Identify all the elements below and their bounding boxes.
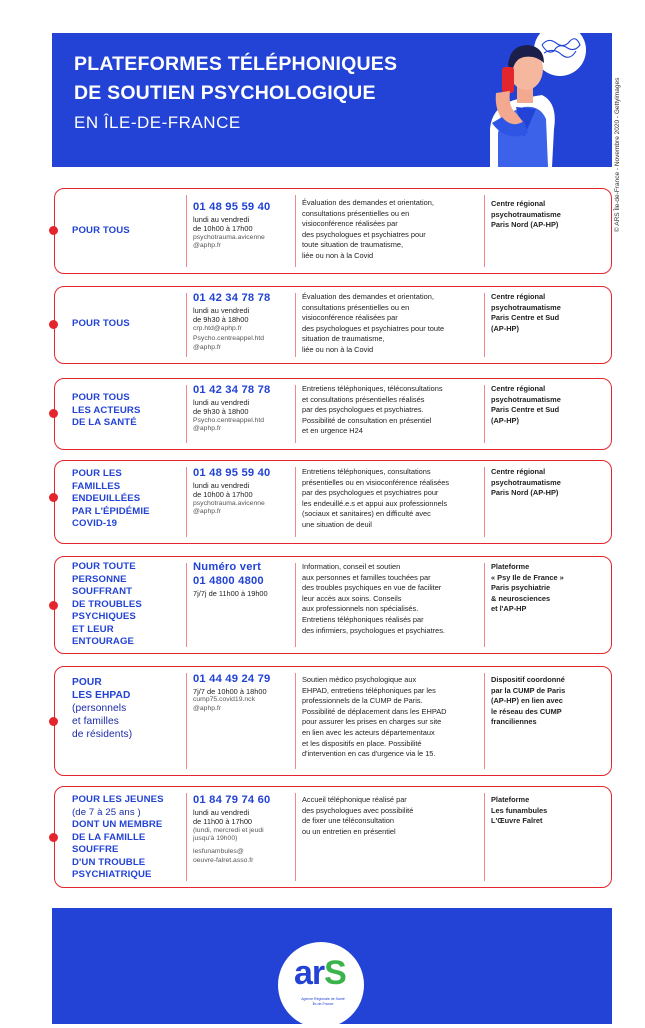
phone-number[interactable]: 01 42 34 78 78 — [193, 292, 271, 304]
contact-info: 01 48 95 59 40 lundi au vendredi de 10h00 à 17h00 psychotrauma.avicenne @aphp.fr — [193, 467, 299, 517]
phone-number[interactable]: 01 84 79 74 60 — [193, 794, 271, 806]
platform-card-3 — [54, 378, 612, 450]
person-on-phone-illustration — [432, 33, 612, 167]
card-bullet — [49, 409, 58, 418]
email-link[interactable]: crp.htd@aphp.fr Psycho.centreappel.htd @aphp.fr — [193, 324, 265, 351]
description: Évaluation des demandes et orientation, consultations présentielles ou en visioconférence réalisées par des psychologues et psychiatres pour toute situation de traumatisme, liée ou non à la Covid — [302, 198, 434, 260]
phone-number[interactable]: 01 44 49 24 79 — [193, 673, 271, 685]
organization: Centre régional psychotraumatisme Paris Centre et Sud (AP-HP) — [491, 292, 561, 333]
phone-number[interactable]: 01 48 95 59 40 — [193, 201, 271, 213]
email-link[interactable]: psychotrauma.avicenne @aphp.fr — [193, 233, 265, 250]
organization: Centre régional psychotraumatisme Paris Nord (AP-HP) — [491, 467, 561, 498]
page-title-line2: DE SOUTIEN PSYCHOLOGIQUE — [74, 82, 376, 104]
email-link[interactable]: psychotrauma.avicenne @aphp.fr — [193, 499, 265, 516]
page-title-line1: PLATEFORMES TÉLÉPHONIQUES — [74, 53, 398, 75]
organization: Plateforme Les funambules L'Œuvre Falret — [491, 795, 548, 826]
description: Évaluation des demandes et orientation, consultations présentielles ou en visioconférence réalisées par des psychologues et psychiatres pour toute situation de traumatisme, liée ou non à la Covid — [302, 292, 445, 354]
audience: POUR TOUS — [72, 318, 130, 329]
audience: POUR LES FAMILLES ENDEUILLÉES PAR L'ÉPIDÉMIE COVID-19 — [72, 468, 150, 529]
contact-info: 01 42 34 78 78 lundi au vendredi de 9h30 à 18h00 crp.htd@aphp.fr Psycho.centreappel.htd @aphp.fr — [193, 292, 299, 353]
audience: POUR LES EHPAD (personnels et familles de résidents) — [72, 677, 133, 740]
description: Soutien médico psychologique aux EHPAD, entretiens téléphoniques par les professionnels de la CUMP de Paris. Possibilité de déplacement dans les EHPAD pour assurer les prises en charges sur site en lien avec les acteurs départementaux et les dispositifs en place. Possibilité d'intervention en cas d'urgence via le 15. — [302, 675, 447, 759]
card-bullet — [49, 833, 58, 842]
platform-card-2 — [54, 286, 612, 364]
card-bullet — [49, 320, 58, 329]
card-bullet — [49, 601, 58, 610]
platform-card-6 — [54, 666, 612, 776]
phone-number[interactable]: 01 48 95 59 40 — [193, 467, 271, 479]
organization: Centre régional psychotraumatisme Paris Centre et Sud (AP-HP) — [491, 384, 561, 425]
platform-card-4 — [54, 460, 612, 544]
platform-card-5 — [54, 556, 612, 654]
description: Information, conseil et soutien aux personnes et familles touchées par des troubles psychiques en vue de faciliter leur accès aux soins. Conseils aux professionnels non spécialisés. Entretiens téléphoniques réalisés par des infirmiers, psychologues et psychiatres. — [302, 562, 445, 635]
organization: Plateforme « Psy Ile de France » Paris psychiatrie & neurosciences et l'AP-HP — [491, 562, 564, 614]
platform-card-7 — [54, 786, 612, 888]
toll-free-label: Numéro vert — [193, 561, 262, 573]
copyright-credit: © ARS Île-de-France - Novembre 2020 - Gettyimages — [614, 77, 621, 232]
audience: POUR LES JEUNES (de 7 à 25 ans ) DONT UN MEMBRE DE LA FAMILLE SOUFFRE D'UN TROUBLE PSYCHIATRIQUE — [72, 794, 164, 880]
phone-number[interactable]: 01 42 34 78 78 — [193, 384, 271, 396]
email-link[interactable]: lesfunambules@ oeuvre-falret.asso.fr — [193, 848, 254, 864]
phone-number[interactable]: 01 4800 4800 — [193, 575, 264, 587]
organization: Centre régional psychotraumatisme Paris Nord (AP-HP) — [491, 199, 561, 230]
contact-info: 01 84 79 74 60 lundi au vendredi de 11h00 à 17h00 (lundi, mercredi et jeudi jusqu'à 19h00) lesfunambules@ oeuvre-falret.asso.fr — [193, 794, 299, 865]
card-bullet — [49, 717, 58, 726]
platform-card-1 — [54, 188, 612, 274]
email-link[interactable]: Psycho.centreappel.htd @aphp.fr — [193, 416, 265, 433]
organization: Dispositif coordonné par la CUMP de Paris (AP-HP) en lien avec le réseau des CUMP franciliennes — [491, 675, 566, 727]
ars-logo: arS Agence Régionale de Santé Île-de-France — [278, 942, 364, 1028]
audience: POUR TOUS LES ACTEURS DE LA SANTÉ — [72, 392, 141, 428]
contact-info: 01 42 34 78 78 lundi au vendredi de 9h30 à 18h00 Psycho.centreappel.htd @aphp.fr — [193, 384, 299, 434]
audience: POUR TOUTE PERSONNE SOUFFRANT DE TROUBLES PSYCHIQUES ET LEUR ENTOURAGE — [72, 561, 142, 647]
footer-banner — [52, 908, 612, 1024]
contact-info: Numéro vert 01 4800 4800 7j/7j de 11h00 à 19h00 — [193, 561, 299, 598]
page-subtitle: EN ÎLE-DE-FRANCE — [74, 113, 241, 132]
contact-info: 01 48 95 59 40 lundi au vendredi de 10h00 à 17h00 psychotrauma.avicenne @aphp.fr — [193, 201, 299, 251]
contact-info: 01 44 49 24 79 7j/7 de 10h00 à 18h00 cump75.covid19.nck @aphp.fr — [193, 673, 299, 714]
audience: POUR TOUS — [72, 225, 130, 236]
description: Entretiens téléphoniques, consultations présentielles ou en visioconférence réalisées par des psychologues et psychiatres pour les endeuillé.e.s et appui aux professionnels (sociaux et sanitaires) en difficulté avec une situation de deuil — [302, 467, 450, 529]
email-link[interactable]: cump75.covid19.nck @aphp.fr — [193, 696, 255, 712]
card-bullet — [49, 493, 58, 502]
description: Accueil téléphonique réalisé par des psychologues avec possibilité de fixer une téléconsultation ou un entretien en présentiel — [302, 795, 414, 836]
card-bullet — [49, 226, 58, 235]
header-banner — [52, 33, 612, 167]
description: Entretiens téléphoniques, téléconsultations et consultations présentielles réalisés par des psychologues et psychiatres. Possibilité de consultation en présentiel et en urgence H24 — [302, 384, 443, 436]
